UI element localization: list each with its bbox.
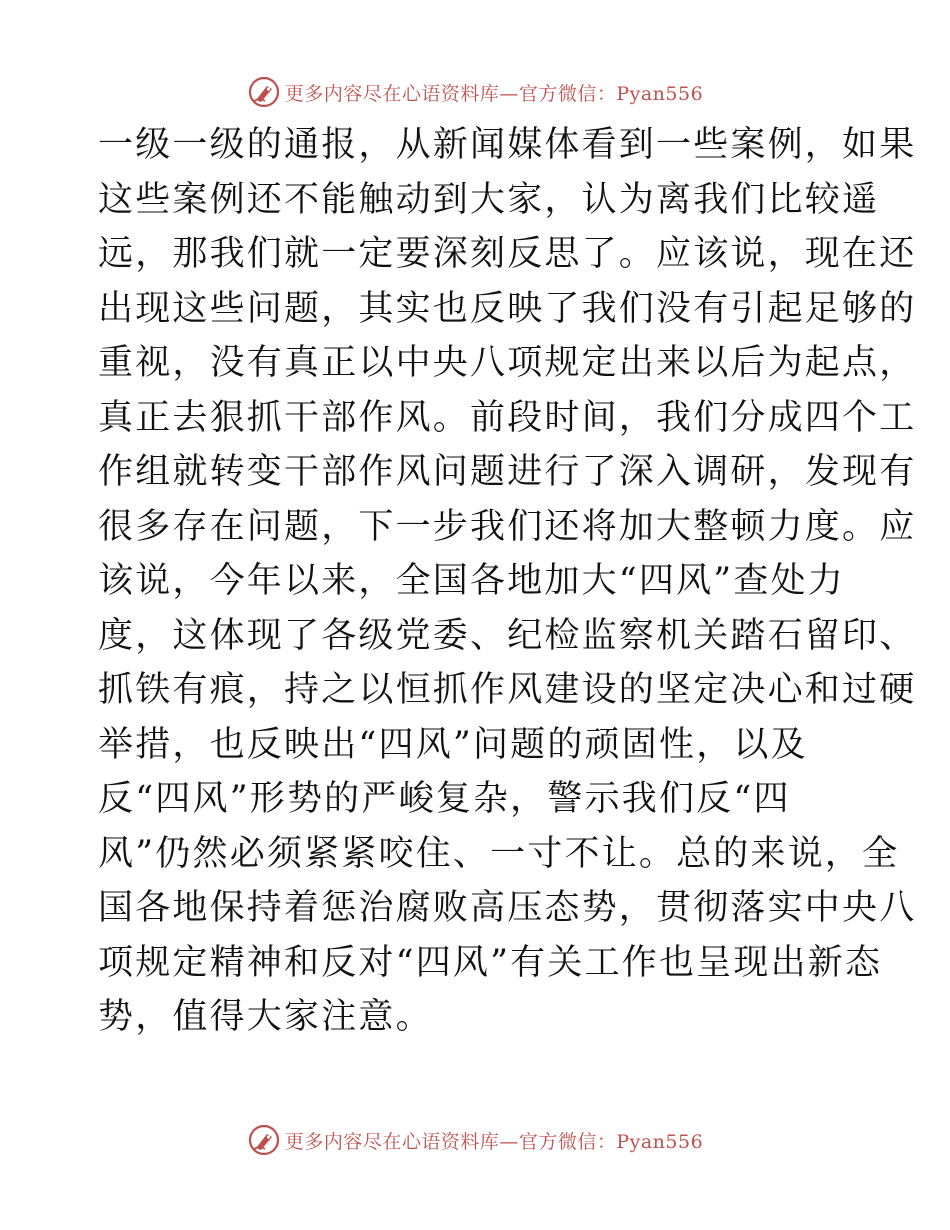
header-banner-text: 更多内容尽在心语资料库—官方微信：Pyan556 bbox=[284, 82, 704, 105]
body-line: 这些案例还不能触动到大家，认为离我们比较遥 bbox=[98, 179, 880, 220]
body-line: 作组就转变干部作风问题进行了深入调研，发现有 bbox=[98, 452, 917, 492]
pen-nib-logo-icon bbox=[247, 75, 281, 109]
footer-banner bbox=[0, 1120, 950, 1160]
document-body bbox=[98, 118, 917, 1045]
pen-nib-logo-icon bbox=[247, 1123, 281, 1157]
body-line: 风”仍然必须紧紧咬住、一寸不让。总的来说，全 bbox=[98, 833, 900, 874]
body-line: 项规定精神和反对“四风”有关工作也呈现出新态 bbox=[98, 942, 883, 983]
body-line: 出现这些问题，其实也反映了我们没有引起足够的 bbox=[98, 288, 917, 329]
body-line: 抓铁有痕，持之以恒抓作风建设的坚定决心和过硬 bbox=[98, 670, 917, 710]
body-line: 度，这体现了各级党委、纪检监察机关踏石留印、 bbox=[98, 615, 917, 656]
body-line: 很多存在问题，下一步我们还将加大整顿力度。应 bbox=[98, 506, 917, 547]
header-banner bbox=[0, 72, 950, 112]
body-line: 反“四风”形势的严峻复杂，警示我们反“四 bbox=[98, 779, 791, 819]
footer-banner-text: 更多内容尽在心语资料库—官方微信：Pyan556 bbox=[284, 1130, 704, 1153]
body-line: 重视，没有真正以中央八项规定出来以后为起点， bbox=[98, 343, 917, 383]
body-line: 该说，今年以来，全国各地加大“四风”查处力 bbox=[98, 561, 845, 601]
body-line: 真正去狠抓干部作风。前段时间，我们分成四个工 bbox=[98, 397, 917, 438]
body-line: 势，值得大家注意。 bbox=[98, 997, 433, 1037]
body-line: 举措，也反映出“四风”问题的顽固性，以及 bbox=[98, 724, 808, 765]
body-line: 远，那我们就一定要深刻反思了。应该说，现在还 bbox=[98, 234, 917, 274]
body-line: 一级一级的通报，从新闻媒体看到一些案例，如果 bbox=[98, 125, 917, 165]
body-line: 国各地保持着惩治腐败高压态势，贯彻落实中央八 bbox=[98, 888, 917, 928]
